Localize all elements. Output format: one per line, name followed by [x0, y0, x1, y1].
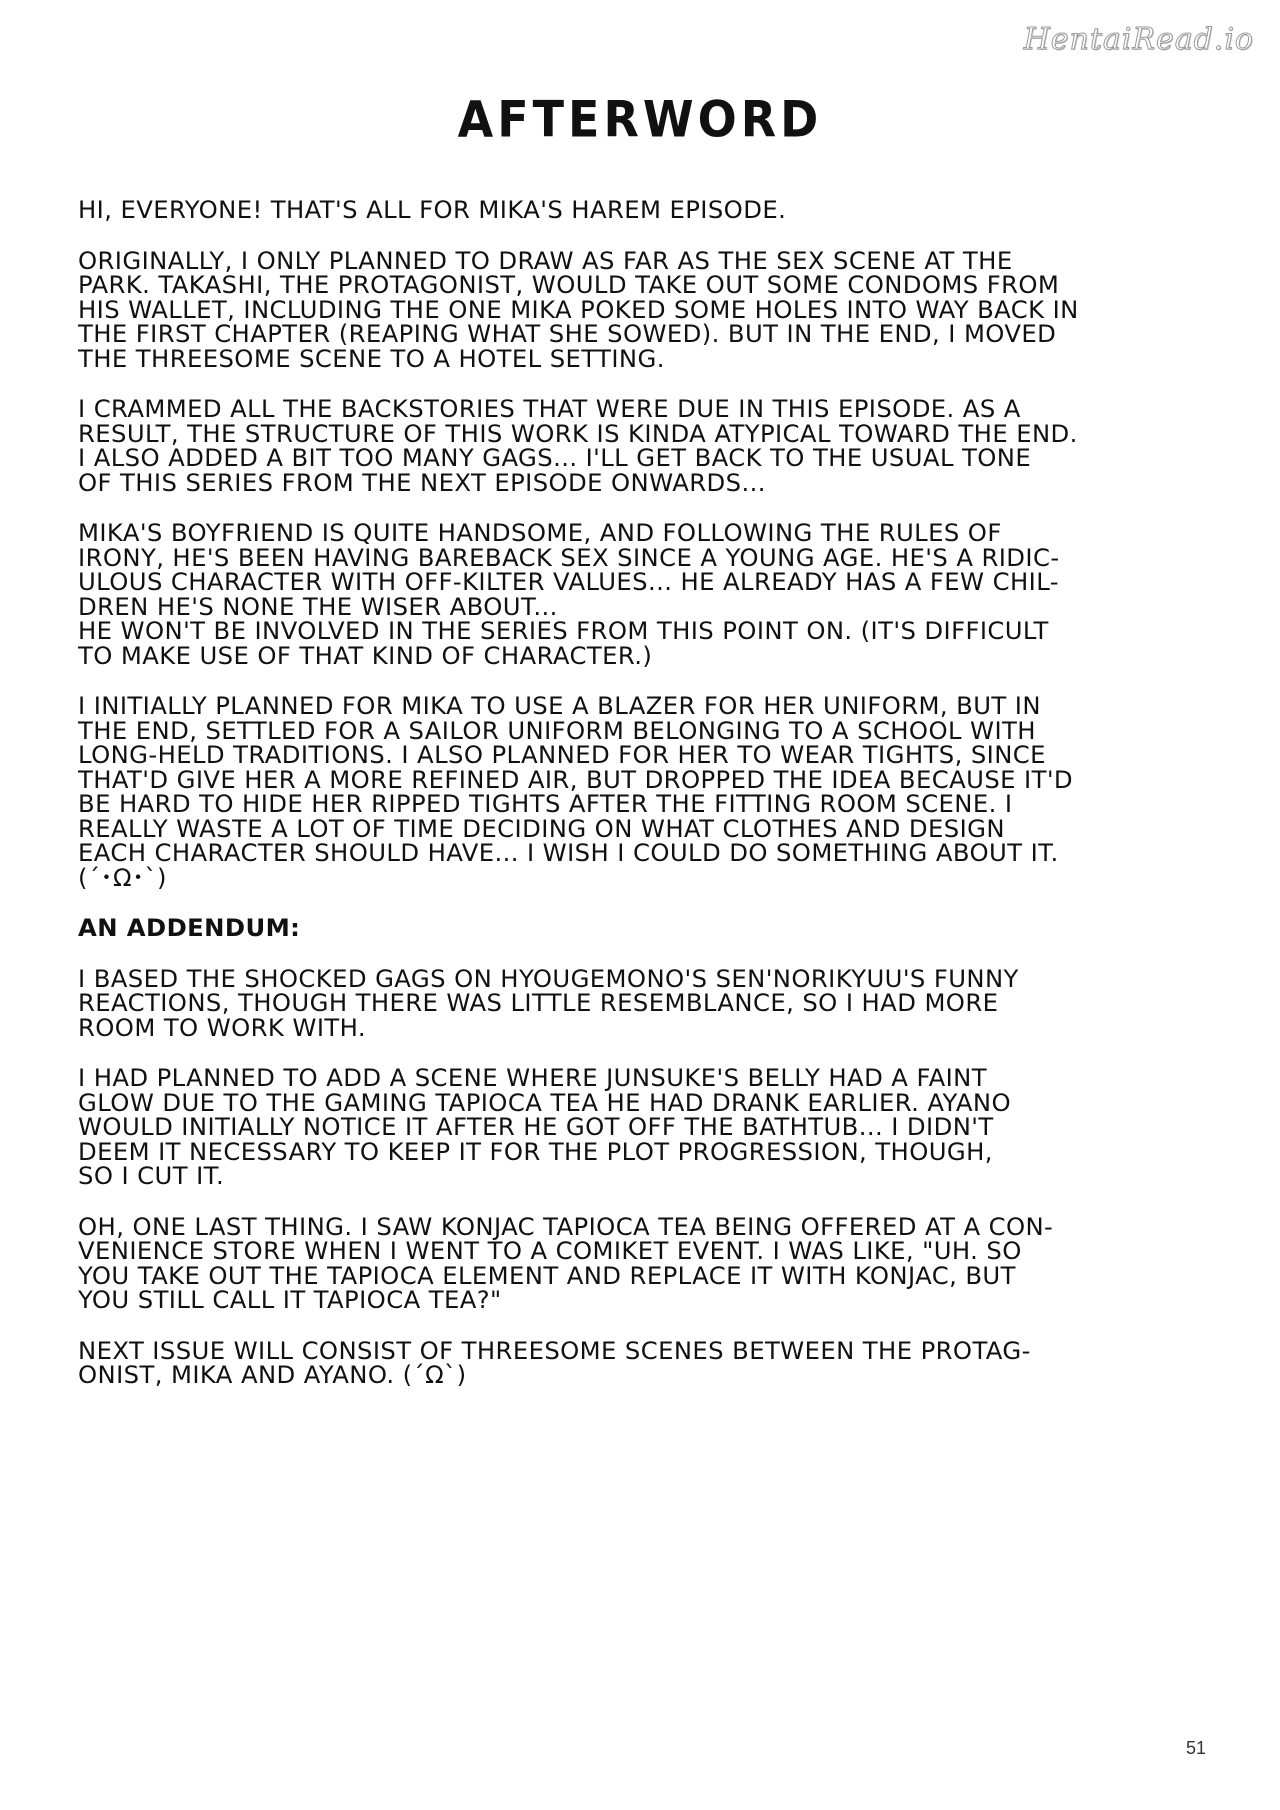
text-line: REALLY WASTE A LOT OF TIME DECIDING ON WHAT CLOTHES AND DESIGN	[78, 813, 1005, 843]
text-line: I INITIALLY PLANNED FOR MIKA TO USE A BLAZER FOR HER UNIFORM, BUT IN	[78, 691, 1041, 720]
text-line: TO MAKE USE OF THAT KIND OF CHARACTER.)	[78, 640, 653, 670]
text-line: HE WON'T BE INVOLVED IN THE SERIES FROM THIS POINT ON. (IT'S DIFFICULT	[78, 616, 1049, 645]
text-line: THE FIRST CHAPTER (REAPING WHAT SHE SOWED). BUT IN THE END, I MOVED	[78, 319, 1057, 348]
text-line: LONG-HELD TRADITIONS. I ALSO PLANNED FOR HER TO WEAR TIGHTS, SINCE	[78, 740, 1046, 769]
text-line: I ALSO ADDED A BIT TOO MANY GAGS... I'LL GET BACK TO THE USUAL TONE	[78, 443, 1032, 472]
text-line: HIS WALLET, INCLUDING THE ONE MIKA POKED SOME HOLES INTO WAY BACK IN	[78, 294, 1079, 324]
text-line: THE END, SETTLED FOR A SAILOR UNIFORM BELONGING TO A SCHOOL WITH	[78, 715, 1036, 745]
text-line: I CRAMMED ALL THE BACKSTORIES THAT WERE DUE IN THIS EPISODE. AS A	[78, 394, 1021, 423]
watermark: HentaiRead.io	[1023, 22, 1254, 57]
text-line: SO I CUT IT.	[78, 1161, 225, 1190]
text-line: DREN HE'S NONE THE WISER ABOUT...	[78, 591, 558, 621]
text-line: RESULT, THE STRUCTURE OF THIS WORK IS KINDA ATYPICAL TOWARD THE END.	[78, 418, 1078, 448]
page-number: 51	[1185, 1738, 1206, 1758]
text-line: EACH CHARACTER SHOULD HAVE... I WISH I COULD DO SOMETHING ABOUT IT.	[78, 838, 1059, 867]
text-line: (´･Ω･`)	[78, 862, 167, 892]
text-line: VENIENCE STORE WHEN I WENT TO A COMIKET EVENT. I WAS LIKE, "UH. SO	[78, 1236, 1022, 1265]
text-line: YOU TAKE OUT THE TAPIOCA ELEMENT AND REPLACE IT WITH KONJAC, BUT	[78, 1260, 1016, 1290]
text-line: DEEM IT NECESSARY TO KEEP IT FOR THE PLOT PROGRESSION, THOUGH,	[78, 1136, 993, 1166]
text-line: BE HARD TO HIDE HER RIPPED TIGHTS AFTER THE FITTING ROOM SCENE. I	[78, 789, 1013, 818]
text-line: YOU STILL CALL IT TAPIOCA TEA?"	[78, 1285, 502, 1314]
text-line: WOULD INITIALLY NOTICE IT AFTER HE GOT OFF THE BATHTUB... I DIDN'T	[78, 1112, 994, 1141]
text-line: NEXT ISSUE WILL CONSIST OF THREESOME SCENES BETWEEN THE PROTAG-	[78, 1335, 1031, 1365]
text-line: ULOUS CHARACTER WITH OFF-KILTER VALUES... HE ALREADY HAS A FEW CHIL-	[78, 567, 1059, 596]
text-line: OF THIS SERIES FROM THE NEXT EPISODE ONWARDS...	[78, 467, 766, 497]
addendum-paragraph-4	[78, 1335, 1208, 1389]
text-line: OH, ONE LAST THING. I SAW KONJAC TAPIOCA TEA BEING OFFERED AT A CON-	[78, 1211, 1054, 1241]
paragraph-5	[78, 691, 1208, 892]
text-line: PARK. TAKASHI, THE PROTAGONIST, WOULD TAKE OUT SOME CONDOMS FROM	[78, 270, 1060, 299]
text-line: ONIST, MIKA AND AYANO. (´Ω`)	[78, 1360, 467, 1389]
paragraph-4	[78, 518, 1208, 670]
paragraph-3	[78, 394, 1208, 497]
addendum-paragraph-2	[78, 1063, 1208, 1190]
text-line: REACTIONS, THOUGH THERE WAS LITTLE RESEMBLANCE, SO I HAD MORE	[78, 988, 999, 1017]
addendum-heading: AN ADDENDUM:	[78, 913, 301, 942]
text-line: GLOW DUE TO THE GAMING TAPIOCA TEA HE HAD DRANK EARLIER. AYANO	[78, 1087, 1011, 1117]
text-line: IRONY, HE'S BEEN HAVING BAREBACK SEX SINCE A YOUNG AGE. HE'S A RIDIC-	[78, 542, 1060, 572]
addendum-paragraph-1	[78, 963, 1208, 1042]
text-line: ROOM TO WORK WITH.	[78, 1012, 366, 1042]
text-line: THAT'D GIVE HER A MORE REFINED AIR, BUT DROPPED THE IDEA BECAUSE IT'D	[78, 764, 1074, 794]
paragraph-1	[78, 195, 1208, 224]
text-line: I BASED THE SHOCKED GAGS ON HYOUGEMONO'S SEN'NORIKYUU'S FUNNY	[78, 963, 1019, 993]
text-line: THE THREESOME SCENE TO A HOTEL SETTING.	[78, 343, 665, 373]
text-line: I HAD PLANNED TO ADD A SCENE WHERE JUNSUKE'S BELLY HAD A FAINT	[78, 1063, 987, 1092]
page-title: AFTERWORD	[457, 89, 823, 149]
afterword-body	[78, 195, 1208, 1414]
addendum-paragraph-3	[78, 1211, 1208, 1314]
text-line: MIKA'S BOYFRIEND IS QUITE HANDSOME, AND FOLLOWING THE RULES OF	[78, 518, 1002, 547]
paragraph-2	[78, 245, 1208, 373]
text-line: HI, EVERYONE! THAT'S ALL FOR MIKA'S HAREM EPISODE.	[78, 195, 787, 224]
text-line: ORIGINALLY, I ONLY PLANNED TO DRAW AS FAR AS THE SEX SCENE AT THE	[78, 245, 1013, 275]
